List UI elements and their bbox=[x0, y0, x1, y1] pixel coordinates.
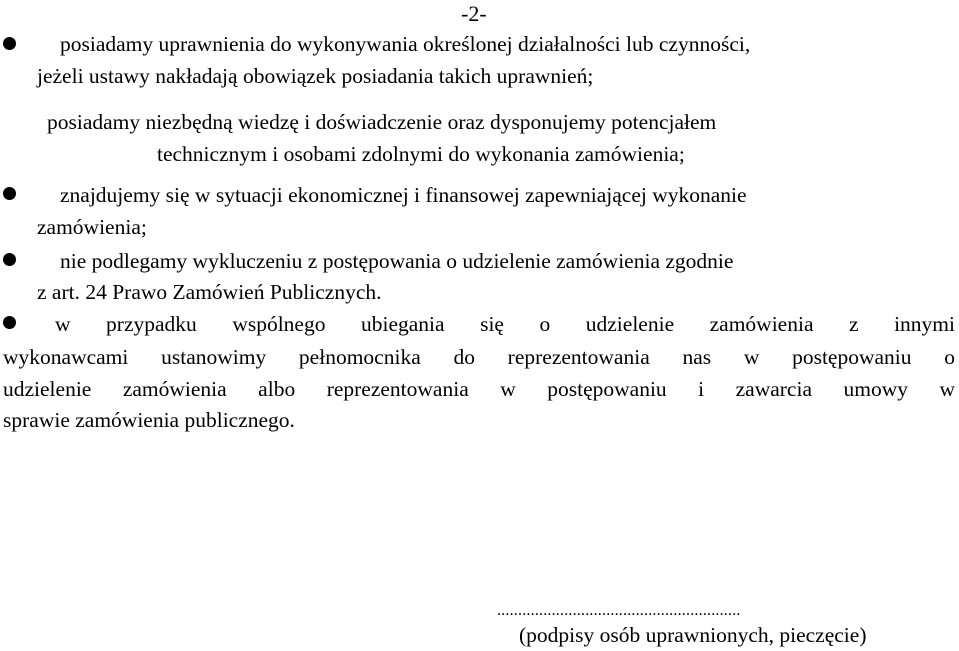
bullet-icon bbox=[3, 37, 16, 50]
item-3-line-2: zamówienia; bbox=[37, 215, 147, 239]
item-5-line-2: wykonawcami ustanowimy pełnomocnika do reprezentowania nas w postępowaniu o bbox=[3, 345, 955, 369]
item-4-line-1: nie podlegamy wykluczeniu z postępowania o udzielenie zamówienia zgodnie bbox=[60, 249, 734, 273]
page-number: -2- bbox=[461, 1, 487, 26]
item-2-line-2: technicznym i osobami zdolnymi do wykonania zamówienia; bbox=[157, 142, 685, 166]
item-1-line-1: posiadamy uprawnienia do wykonywania określonej działalności lub czynności, bbox=[60, 32, 751, 56]
item-4-line-2: z art. 24 Prawo Zamówień Publicznych. bbox=[37, 280, 382, 304]
item-5-line-1: w przypadku wspólnego ubiegania się o udzielenie zamówienia z innymi bbox=[55, 312, 955, 336]
signature-dots: .......................................................... bbox=[497, 602, 741, 619]
bullet-icon bbox=[3, 253, 16, 266]
item-1-line-2: jeżeli ustawy nakładają obowiązek posiadania takich uprawnień; bbox=[37, 64, 594, 88]
item-2-line-1: posiadamy niezbędną wiedzę i doświadczenie oraz dysponujemy potencjałem bbox=[47, 110, 717, 134]
item-5-line-4: sprawie zamówienia publicznego. bbox=[3, 408, 295, 432]
bullet-icon bbox=[3, 316, 16, 329]
item-3-line-1: znajdujemy się w sytuacji ekonomicznej i finansowej zapewniającej wykonanie bbox=[60, 183, 747, 207]
item-5-line-3: udzielenie zamówienia albo reprezentowania w postępowaniu i zawarcia umowy w bbox=[3, 377, 955, 401]
signature-caption: (podpisy osób uprawnionych, pieczęcie) bbox=[519, 623, 867, 647]
bullet-icon bbox=[3, 187, 16, 200]
